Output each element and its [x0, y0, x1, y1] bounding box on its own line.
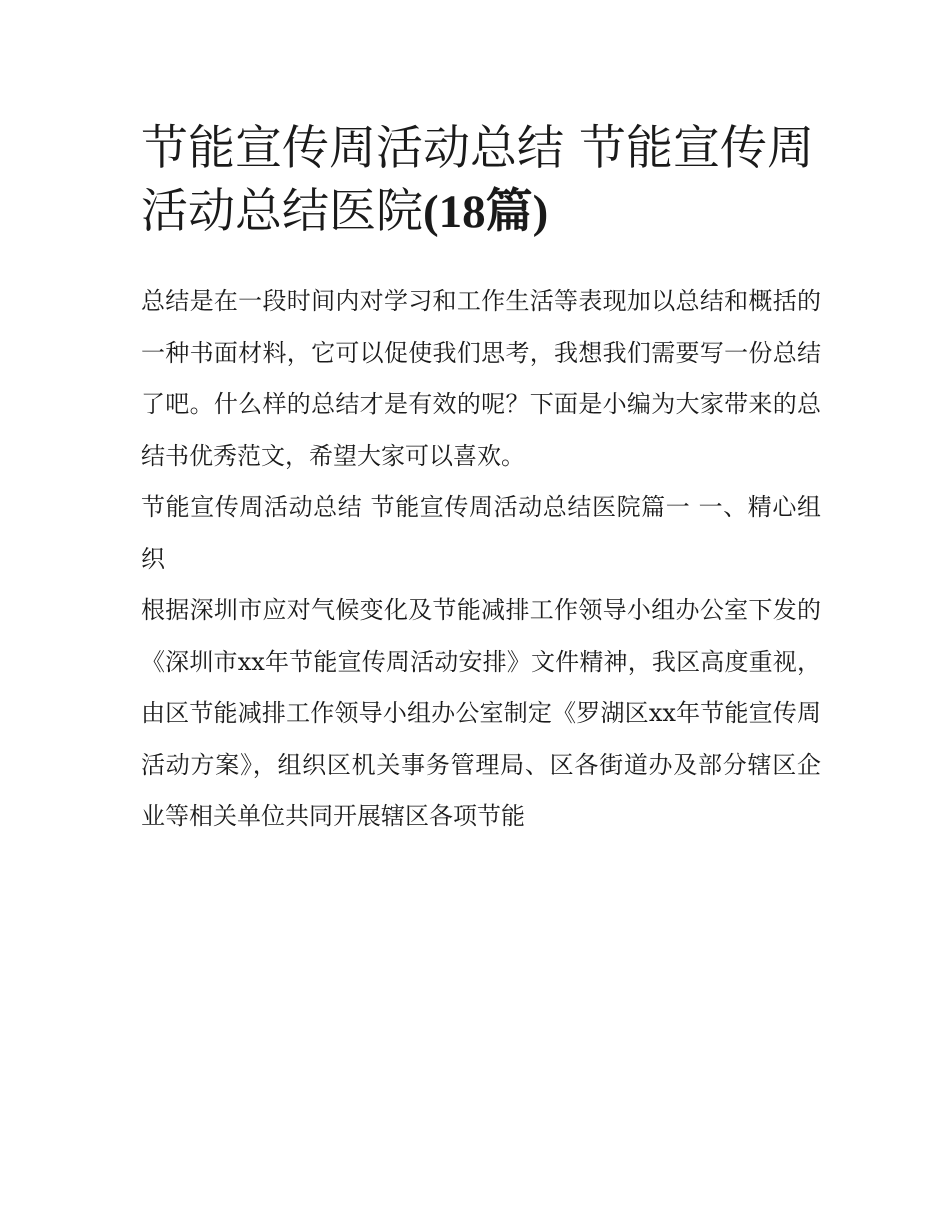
section-heading: 节能宣传周活动总结 节能宣传周活动总结医院篇一 一、精心组织 [141, 493, 821, 573]
title-count: (18篇) [423, 186, 549, 238]
body-paragraph: 根据深圳市应对气候变化及节能减排工作领导小组办公室下发的《深圳市xx年节能宣传周活动安排》文件精神，我区高度重视，由区节能减排工作领导小组办公室制定《罗湖区xx年节能宣传周活动方案》，组织区机关事务管理局、区各街道办及部分辖区企业等相关单位共同开展辖区各项节能 [141, 596, 821, 830]
document-title [141, 117, 821, 244]
document-body [141, 276, 821, 843]
intro-paragraph: 总结是在一段时间内对学习和工作生活等表现加以总结和概括的一种书面材料，它可以促使我们思考，我想我们需要写一份总结了吧。什么样的总结才是有效的呢？下面是小编为大家带来的总结书优秀范文，希望大家可以喜欢。 [141, 287, 821, 470]
title-main: 节能宣传周活动总结 节能宣传周活动总结医院 [141, 121, 814, 239]
